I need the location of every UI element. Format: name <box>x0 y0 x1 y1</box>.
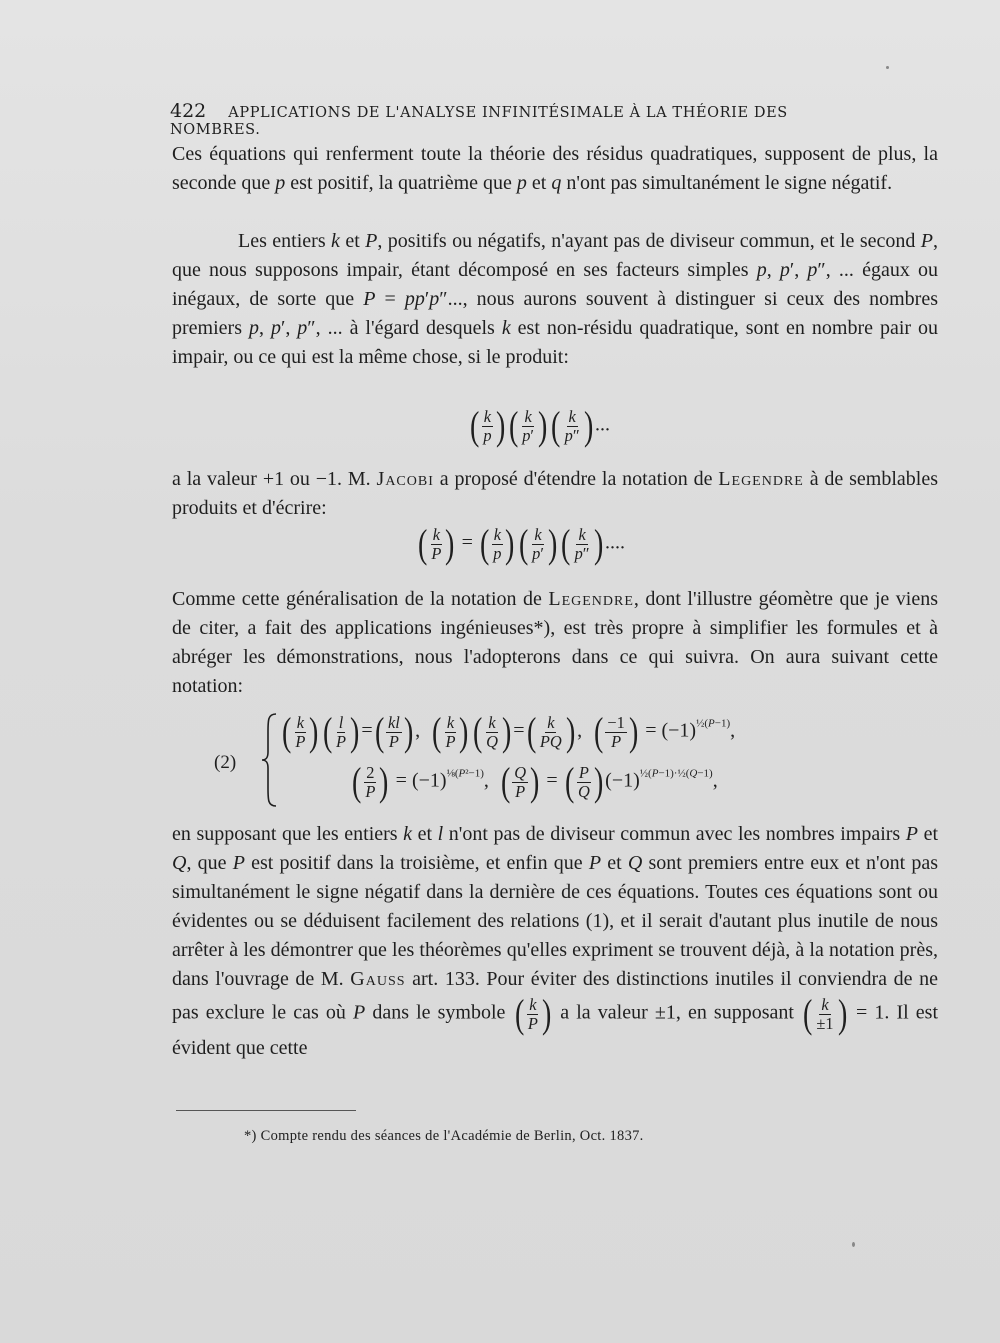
paragraph-4: Comme cette généralisation de la notation de Legendre, dont l'illustre géomètre que je viens de citer, a fait des applications ingénieuses*), est très propre à simplifier les formules et à abréger les démonstrations, nous l'adopterons dans ce qui suivra. On aura suivant cette notation: <box>172 588 938 697</box>
equation-system-line-2: ( $\frac{2}{P}$ ) = $(-1)^{\frac{1}{8}(P^2-1)}$, ( $\frac{Q}{P}$ ) = ( $\frac{P}{Q}$ ) $(-1)^{\frac{1}{2}(P-1)\cdot\frac{1}{2}(Q-1)}$, <box>351 759 718 804</box>
paragraph-1: Ces équations qui renferment toute la théorie des résidus quadratiques, supposent de plus, la seconde que p est positif, la quatrième que p et q n'ont pas simultanément le signe négatif. <box>172 143 938 194</box>
equation-system-line-1: ( $\frac{k}{P}$ ) ( $\frac{l}{P}$ ) = ( $\frac{kl}{P}$ ) , ( $\frac{k}{P}$ ) ( $\frac{k}{Q}$ ) = ( $\frac{k}{PQ}$ ) , ( $\frac{-1}{P}$ ) = $(-1)^{\frac{1}{2}(P-1)}$, <box>281 709 736 754</box>
page-number: 422 <box>170 100 207 122</box>
paragraph-3: a la valeur +1 ou −1. M. Jacobi a proposé d'étendre la notation de Legendre à de semblables produits et d'écrire: <box>172 468 938 519</box>
running-header <box>170 100 870 138</box>
equation-number: (2) <box>214 752 237 773</box>
scan-speck <box>852 1242 855 1247</box>
footnote-rule <box>176 1110 356 1111</box>
jacobi-symbol-definition: ( $\frac{k}{P}$ ) = ( $\frac{k}{p}$ ) ( $\frac{k}{p'}$ ) ( $\frac{k}{p''}$ ) .... <box>417 521 625 566</box>
footnote: *) Compte rendu des séances de l'Académie de Berlin, Oct. 1837. <box>244 1128 644 1144</box>
paragraph-5: en supposant que les entiers k et l n'ont pas de diviseur commun avec les nombres impairs P et Q, que P est positif dans la troisième, et enfin que P et Q sont premiers entre eux et n'ont pas simultanément le signe négatif dans la dernière de ces équations. Toutes ces équations sont ou évidentes ou se déduisent facilement des relations (1), et il serait d'autant plus inutile de nous arrêter à les démontrer que les théorèmes qu'elles expriment se trouvent déjà, à la notation près, dans l'ouvrage de M. Gauss art. 133. Pour éviter des distinctions inutiles il conviendra de ne pas exclure le cas où P dans le symbole ( $\frac{k}{P}$ ) a la valeur ±1, en supposant ( $\frac{k}{\pm 1}$ ) = 1. Il est évident que cette <box>172 823 939 1059</box>
running-title: APPLICATIONS DE L'ANALYSE INFINITÉSIMALE À LA THÉORIE DES NOMBRES. <box>170 105 788 138</box>
scan-speck <box>886 66 889 69</box>
paragraph-2: Les entiers k et P, positifs ou négatifs, n'ayant pas de diviseur commun, et le second P, que nous supposons impair, étant décomposé en ses facteurs simples p, p′, p″, ... égaux ou inégaux, de sorte que P = pp′p″..., nous aurons souvent à distinguer si ceux des nombres premiers p, p′, p″, ... à l'égard desquels k est non-résidu quadratique, sont en nombre pair ou impair, ou ce qui est la même chose, si le produit: <box>172 230 939 368</box>
left-brace <box>260 712 278 808</box>
product-formula: ( $\frac{k}{p}$ ) ( $\frac{k}{p'}$ ) ( $\frac{k}{p''}$ ) ... <box>469 403 610 448</box>
